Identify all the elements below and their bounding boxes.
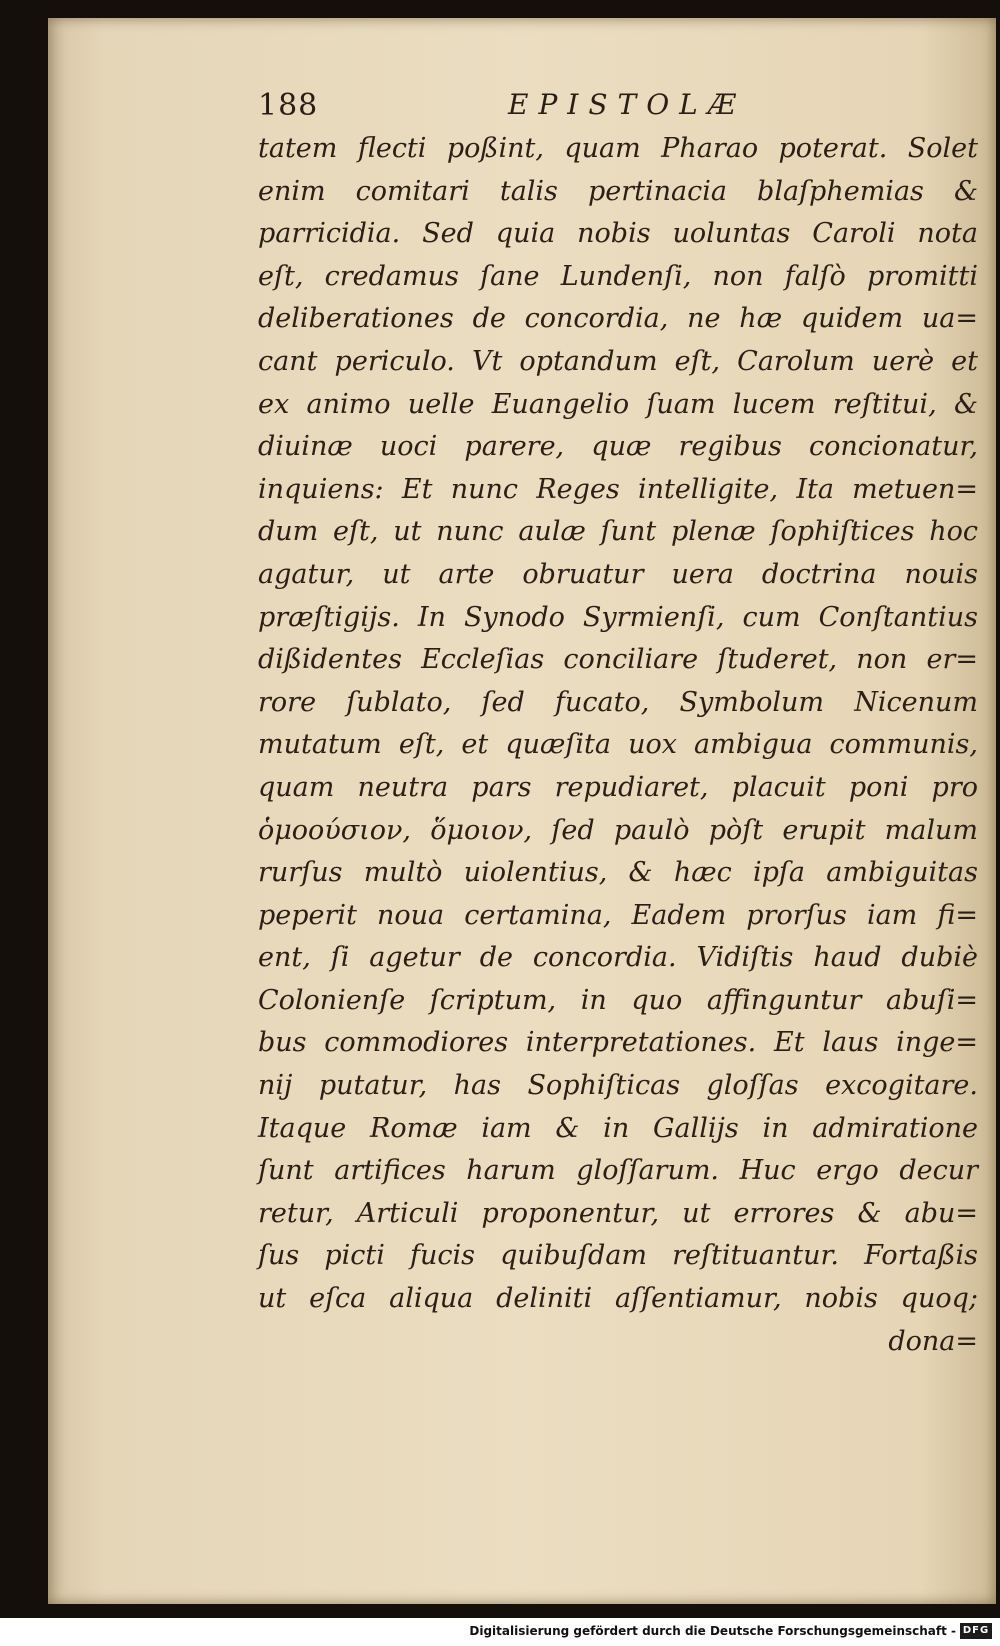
text-line: ſunt artifices harum gloſſarum. Huc ergo decur — [258, 1155, 978, 1187]
text-line: cant periculo. Vt optandum eſt, Carolum uerè et — [258, 345, 978, 377]
text-line: ent, ſi agetur de concordia. Vidiſtis haud dubiè — [258, 942, 978, 974]
text-line: ὁμοούσιον, ὅμοιον, ſed paulò pòſt erupit malum — [258, 814, 978, 846]
page-number: 188 — [258, 88, 319, 123]
text-line: Colonienſe ſcriptum, in quo affinguntur abuſi= — [258, 984, 978, 1016]
text-line: ſus picti fucis quibuſdam reſtituantur. Fortaßis — [258, 1240, 978, 1272]
catchword: dona= — [888, 1325, 978, 1357]
text-line: mutatum eſt, et quæſita uox ambigua communis, — [258, 729, 978, 761]
text-line: bus commodiores interpretationes. Et laus inge= — [258, 1027, 978, 1059]
text-line: parricidia. Sed quia nobis uoluntas Caroli nota — [258, 218, 978, 250]
digitization-footer — [0, 1618, 1000, 1646]
text-line: rurſus multò uiolentius, & hæc ipſa ambiguitas — [258, 857, 978, 889]
text-line: tatem flecti poßint, quam Pharao poterat. Solet — [258, 133, 978, 164]
dfg-logo: DFG — [960, 1623, 992, 1639]
text-line: ex animo uelle Euangelio ſuam lucem reſtitui, & — [258, 388, 978, 420]
text-line: diuinæ uoci parere, quæ regibus concionatur, — [258, 431, 978, 463]
text-line: enim comitari talis pertinacia blaſphemias & — [258, 175, 978, 207]
page-header — [258, 88, 978, 128]
text-line: quam neutra pars repudiaret, placuit poni pro — [258, 771, 978, 803]
text-line: dißidentes Eccleſias conciliare ſtuderet, non er= — [258, 644, 978, 676]
text-line: dum eſt, ut nunc aulæ ſunt plenæ ſophiſtices hoc — [258, 516, 978, 548]
text-line: peperit noua certamina, Eadem prorſus iam fi= — [258, 899, 978, 931]
body-text — [258, 128, 978, 1363]
running-head: EPISTOLÆ — [508, 88, 746, 121]
text-line: præſtigijs. In Synodo Syrmienſi, cum Conſtantius — [258, 601, 978, 633]
text-line: deliberationes de concordia, ne hæ quidem ua= — [258, 303, 978, 335]
text-line: eſt, credamus ſane Lundenſi, non falſò promitti — [258, 260, 978, 292]
funding-credit: Digitalisierung gefördert durch die Deutsche Forschungsgemeinschaft - — [469, 1624, 956, 1638]
text-line: nij putatur, has Sophiſticas gloſſas excogitare. — [258, 1070, 978, 1102]
text-line: ut eſca aliqua deliniti aſſentiamur, nobis quoq; — [258, 1283, 978, 1315]
text-line: Itaque Romæ iam & in Gallijs in admiratione — [258, 1112, 978, 1144]
text-line: rore ſublato, ſed fucato, Symbolum Nicenum — [258, 686, 978, 718]
text-line: agatur, ut arte obruatur uera doctrina nouis — [258, 558, 978, 590]
text-line: inquiens: Et nunc Reges intelligite, Ita metuen= — [258, 473, 978, 505]
text-line: retur, Articuli proponentur, ut errores & abu= — [258, 1197, 978, 1229]
